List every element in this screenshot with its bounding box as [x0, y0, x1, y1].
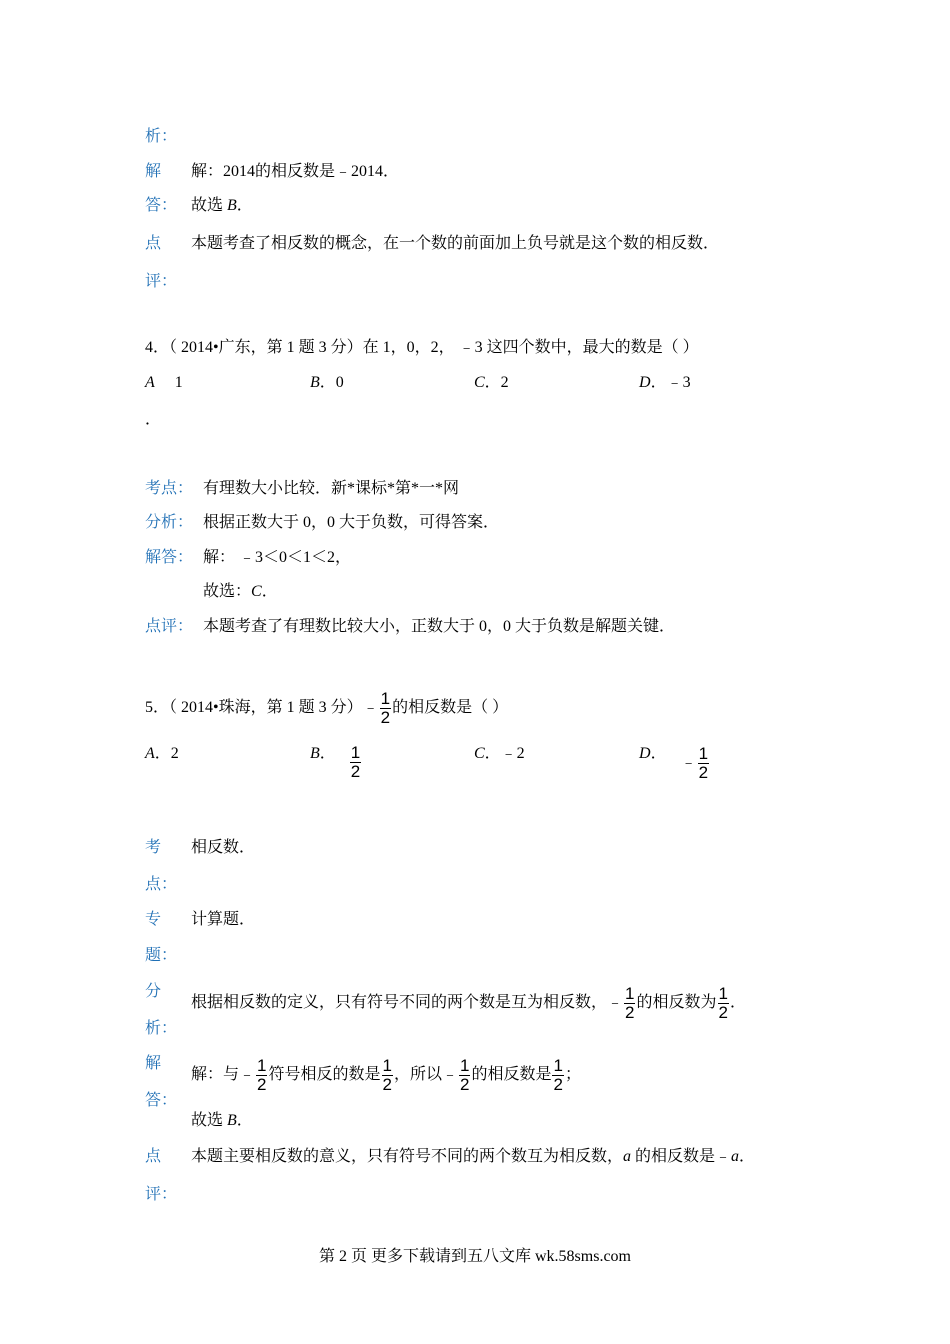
q5-label-jie-da: 答：	[145, 1092, 178, 1109]
q3-comment: 本题考查了相反数的概念，在一个数的前面加上负号就是这个数的相反数．	[191, 235, 720, 252]
label-xi: 析：	[145, 128, 178, 145]
q5-label-jie: 解	[145, 1055, 162, 1072]
q5-zhuanti: 计算题．	[191, 911, 256, 928]
q5-dianping: 本题主要相反数的意义，只有符号不同的两个数互为相反数，a 的相反数是﹣a．	[191, 1148, 756, 1165]
fraction-one-half: $\frac{1}{2}$	[350, 743, 361, 781]
label-da: 答：	[145, 197, 178, 214]
label-dian: 点	[145, 235, 162, 252]
q5-label-fen: 分	[145, 983, 162, 1000]
q4-dianping-label: 点评：	[145, 618, 194, 635]
q5-jieda: 解：与﹣ $\frac{1}{2}$ 符号相反的数是 $\frac{1}{2}$ ，所以﹣ $\frac{1}{2}$ 的相反数是 $\frac{1}{2}$ ；	[191, 1055, 581, 1094]
q5-label-kao: 考	[145, 839, 162, 856]
q4-option-dot: ．	[145, 411, 162, 428]
q3-choose-line: 故选 B．	[191, 197, 253, 214]
fraction-one-half: $\frac{1}{2}$	[380, 689, 391, 727]
q4-option-b: B．0	[310, 374, 344, 391]
q5-label-ping: 评：	[145, 1186, 178, 1203]
q4-option-c: C．2	[474, 374, 509, 391]
q5-label-zhuan: 专	[145, 911, 162, 928]
q5-fenxi: 根据相反数的定义，只有符号不同的两个数是互为相反数，﹣ $\frac{1}{2}$ 的相反数为 $\frac{1}{2}$ ．	[191, 983, 746, 1022]
q3-answer-line: 解：2014的相反数是﹣2014．	[191, 163, 400, 180]
q5-option-c: C．﹣2	[474, 745, 525, 762]
fraction-one-half: $\frac{1}{2}$	[718, 983, 728, 1022]
fraction-one-half: $\frac{1}{2}$	[553, 1055, 563, 1094]
fraction-one-half: $\frac{1}{2}$	[625, 983, 635, 1022]
q5-option-b: B． $\frac{1}{2}$	[310, 743, 361, 781]
q4-kaodian: 有理数大小比较．新*课标*第*一*网	[203, 480, 460, 497]
q4-fenxi: 根据正数大于 0，0 大于负数，可得答案．	[203, 514, 500, 531]
q5-choose-line: 故选 B．	[191, 1112, 253, 1129]
label-jie: 解	[145, 163, 162, 180]
label-ping: 评：	[145, 273, 178, 290]
q5-option-d: D．﹣ $\frac{1}{2}$	[639, 743, 709, 782]
q4-kaodian-label: 考点：	[145, 480, 194, 497]
q5-label-dian: 点	[145, 1148, 162, 1165]
fraction-one-half: $\frac{1}{2}$	[382, 1055, 392, 1094]
q4-option-d: D．﹣3	[639, 374, 691, 391]
q5-kaodian: 相反数．	[191, 839, 256, 856]
fraction-one-half: $\frac{1}{2}$	[698, 743, 709, 782]
q4-question: 4．（ 2014•广东，第 1 题 3 分）在 1，0，2， ﹣3 这四个数中，最大的数是（ ）	[145, 339, 699, 356]
q5-question: 5．（ 2014•珠海，第 1 题 3 分）﹣ $\frac{1}{2}$ 的相反数是（ ）	[145, 689, 509, 727]
page-footer: 第 2 页 更多下载请到五八文库 wk.58sms.com	[318, 1248, 631, 1265]
fraction-one-half: $\frac{1}{2}$	[257, 1055, 267, 1094]
q4-jieda-line2: 故选：C．	[203, 583, 278, 600]
q5-label-kao-dian: 点：	[145, 876, 178, 893]
fraction-one-half: $\frac{1}{2}$	[459, 1055, 470, 1094]
q4-jieda-line1: 解： ﹣3＜0＜1＜2，	[203, 549, 352, 566]
q4-dianping: 本题考查了有理数比较大小，正数大于 0，0 大于负数是解题关键．	[203, 618, 676, 635]
q5-label-fen-xi: 析：	[145, 1020, 178, 1037]
q4-option-a: A 1	[145, 374, 183, 391]
q5-option-a: A．2	[145, 745, 179, 762]
q4-jieda-label: 解答：	[145, 549, 194, 566]
q4-fenxi-label: 分析：	[145, 514, 194, 531]
q5-label-zhuan-ti: 题：	[145, 947, 178, 964]
